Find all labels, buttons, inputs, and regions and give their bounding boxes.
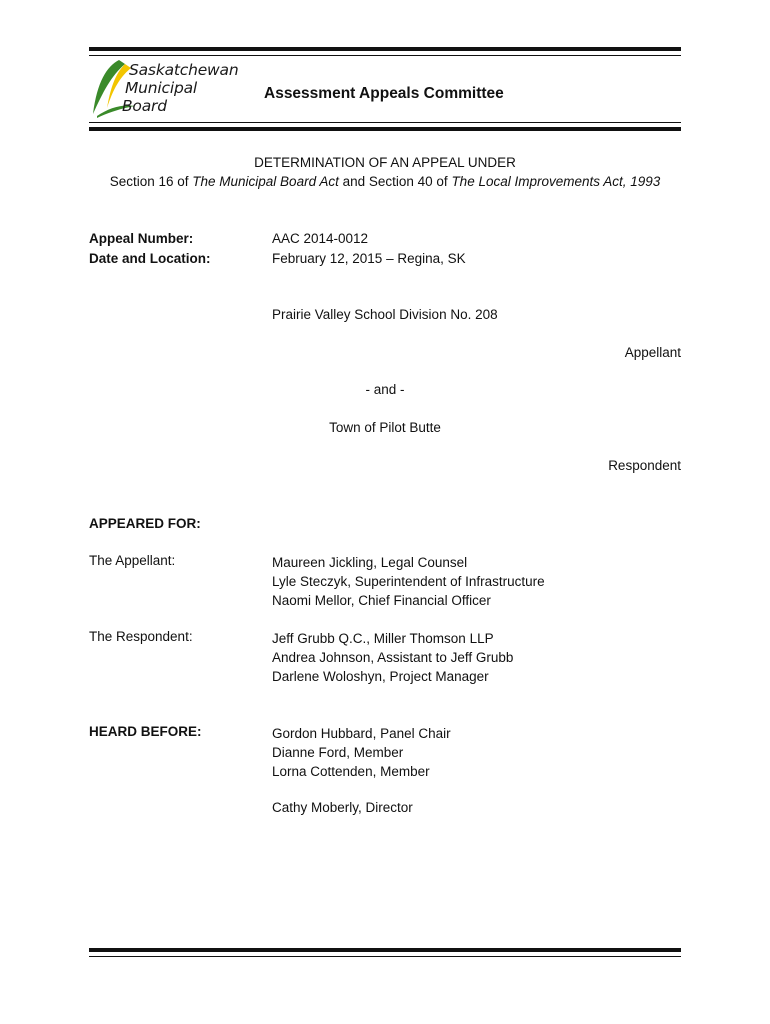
subheading-text-c: and Section 40 of xyxy=(338,174,452,189)
determination-heading: DETERMINATION OF AN APPEAL UNDER xyxy=(254,155,516,170)
date-location-value: February 12, 2015 – Regina, SK xyxy=(272,251,466,266)
local-improvements-act-title: The Local Improvements Act, 1993 xyxy=(451,174,661,189)
respondent-reps-list xyxy=(272,629,513,686)
appellant-rep: Maureen Jickling, Legal Counsel xyxy=(272,555,468,570)
municipal-board-act-title: The Municipal Board Act xyxy=(192,174,339,189)
appellant-rep: Lyle Steczyk, Superintendent of Infrastructure xyxy=(272,574,545,589)
appeal-number-label: Appeal Number: xyxy=(89,231,194,246)
header-top-rule xyxy=(89,47,681,51)
committee-title: Assessment Appeals Committee xyxy=(264,85,504,102)
respondent-rep: Andrea Johnson, Assistant to Jeff Grubb xyxy=(272,650,514,665)
determination-subheading xyxy=(89,174,681,189)
respondent-rep: Jeff Grubb Q.C., Miller Thomson LLP xyxy=(272,631,494,646)
panel-member: Dianne Ford, Member xyxy=(272,745,404,760)
logo-text-line3: Board xyxy=(122,97,167,115)
appellant-reps-label: The Appellant: xyxy=(89,553,176,568)
subheading-text-a: Section 16 of xyxy=(109,174,193,189)
appeared-for-heading: APPEARED FOR: xyxy=(89,516,201,531)
smb-logo xyxy=(89,56,249,122)
appellant-reps-list xyxy=(272,553,545,610)
panel-member: Gordon Hubbard, Panel Chair xyxy=(272,726,451,741)
footer-thin-rule xyxy=(89,956,681,957)
heard-before-heading: HEARD BEFORE: xyxy=(89,724,202,739)
appellant-role: Appellant xyxy=(624,345,681,360)
footer-rule xyxy=(89,948,681,952)
appellant-rep: Naomi Mellor, Chief Financial Officer xyxy=(272,593,491,608)
respondent-name: Town of Pilot Butte xyxy=(329,420,441,435)
date-location-label: Date and Location: xyxy=(89,251,211,266)
director-name: Cathy Moberly, Director xyxy=(272,800,413,815)
header-bottom-thin-rule xyxy=(89,122,681,123)
respondent-rep: Darlene Woloshyn, Project Manager xyxy=(272,669,489,684)
respondent-role: Respondent xyxy=(608,458,681,473)
logo-text-line1: Saskatchewan xyxy=(129,61,239,79)
and-separator: - and - xyxy=(365,382,405,397)
panel-member: Lorna Cottenden, Member xyxy=(272,764,430,779)
appellant-name: Prairie Valley School Division No. 208 xyxy=(272,307,498,322)
appeal-number-value: AAC 2014-0012 xyxy=(272,231,369,246)
respondent-reps-label: The Respondent: xyxy=(89,629,193,644)
logo-text-line2: Municipal xyxy=(125,79,197,97)
header-bottom-rule xyxy=(89,127,681,131)
panel-list xyxy=(272,724,451,781)
